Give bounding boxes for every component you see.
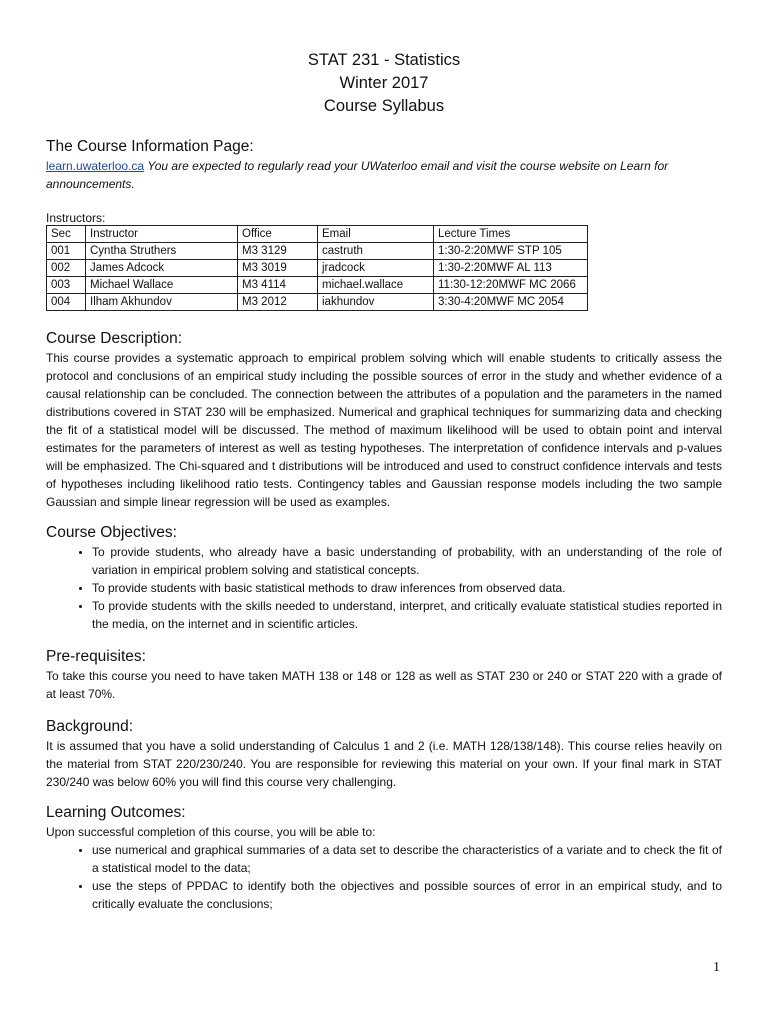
table-row [47, 260, 588, 277]
background-heading: Background: [46, 718, 134, 735]
list-item: • To provide students with the skills needed to understand, interpret, and critically evaluate statistical studies reported in the media, on the internet and in scientific articles. [92, 597, 722, 633]
cell-email: castruth [318, 243, 434, 260]
info-paragraph [46, 157, 722, 193]
outcomes-heading: Learning Outcomes: [46, 804, 186, 821]
cell-email: jradcock [318, 260, 434, 277]
info-text: You are expected to regularly read your UWaterloo email and visit the course website on Learn for announcements. [46, 159, 669, 191]
cell-sec: 001 [47, 243, 86, 260]
course-title: STAT 231 - Statistics [307, 51, 461, 69]
cell-instructor: James Adcock [86, 260, 238, 277]
info-heading: The Course Information Page: [46, 138, 254, 155]
cell-office: M3 2012 [238, 294, 318, 311]
cell-instructor: Ilham Akhundov [86, 294, 238, 311]
instructors-label: Instructors: [46, 211, 106, 225]
cell-lecture-times: 3:30-4:20MWF MC 2054 [434, 294, 588, 311]
cell-lecture-times: 1:30-2:20MWF STP 105 [434, 243, 588, 260]
table-row [47, 277, 588, 294]
col-sec: Sec [47, 226, 86, 243]
outcomes-list [46, 841, 722, 913]
col-email: Email [318, 226, 434, 243]
cell-sec: 003 [47, 277, 86, 294]
description-heading: Course Description: [46, 330, 183, 347]
cell-email: michael.wallace [318, 277, 434, 294]
list-item: • To provide students with basic statistical methods to draw inferences from observed data. [92, 579, 722, 597]
table-row [47, 294, 588, 311]
learn-link[interactable]: learn.uwaterloo.ca [46, 159, 145, 173]
col-lecture-times: Lecture Times [434, 226, 588, 243]
table-row [47, 243, 588, 260]
outcomes-intro: Upon successful completion of this course, you will be able to: [46, 825, 376, 839]
cell-email: iakhundov [318, 294, 434, 311]
cell-office: M3 4114 [238, 277, 318, 294]
background-text: It is assumed that you have a solid understanding of Calculus 1 and 2 (i.e. MATH 128/138/148). This course relies heavily on the material from STAT 220/230/240. You are responsible for reviewing this material on your own. If your final mark in STAT 230/240 was below 60% you will find this course very challenging. [46, 739, 722, 789]
prereq-text: To take this course you need to have taken MATH 138 or 148 or 128 as well as STAT 230 or 240 or STAT 220 with a grade of at least 70%. [46, 669, 722, 701]
title-block [46, 0, 722, 118]
prereq-heading: Pre-requisites: [46, 648, 146, 665]
cell-lecture-times: 1:30-2:20MWF AL 113 [434, 260, 588, 277]
list-item: • use the steps of PPDAC to identify both the objectives and possible sources of error in an empirical study, and to critically evaluate the conclusions; [92, 877, 722, 913]
col-instructor: Instructor [86, 226, 238, 243]
instructors-table [46, 225, 588, 311]
table-header-row [47, 226, 588, 243]
cell-office: M3 3129 [238, 243, 318, 260]
description-text: This course provides a systematic approach to empirical problem solving which will enable students to critically assess the protocol and conclusions of an empirical study including the possible sources of error in the study and whether evidence of a causal relationship can be concluded. The connection between the attributes of a population and the parameters in the named distributions covered in STAT 230 will be emphasized. Numerical and graphical techniques for summarizing data and checking the fit of a statistical model will be discussed. The method of maximum likelihood will be used to obtain point and interval estimates for the parameters of interest as well as testing hypotheses. The interpretation of confidence intervals and p-values will be emphasized. The Chi-squared and t distributions will be introduced and used to construct confidence intervals and tests of hypotheses including likelihood ratio tests. Contingency tables and Gaussian response models including the two sample Gaussian and simple linear regression will be used as examples. [46, 351, 722, 509]
cell-instructor: Michael Wallace [86, 277, 238, 294]
page-number: 1 [713, 960, 720, 975]
term: Winter 2017 [339, 74, 429, 92]
cell-instructor: Cyntha Struthers [86, 243, 238, 260]
col-office: Office [238, 226, 318, 243]
list-item: • To provide students, who already have a basic understanding of probability, with an understanding of the role of variation in empirical problem solving and statistical concepts. [92, 543, 722, 579]
objectives-list [46, 543, 722, 633]
objectives-heading: Course Objectives: [46, 524, 177, 541]
cell-office: M3 3019 [238, 260, 318, 277]
list-item: • use numerical and graphical summaries of a data set to describe the characteristics of a variate and to check the fit of a statistical model to the data; [92, 841, 722, 877]
doc-title: Course Syllabus [323, 97, 445, 115]
cell-sec: 002 [47, 260, 86, 277]
cell-lecture-times: 11:30-12:20MWF MC 2066 [434, 277, 588, 294]
cell-sec: 004 [47, 294, 86, 311]
